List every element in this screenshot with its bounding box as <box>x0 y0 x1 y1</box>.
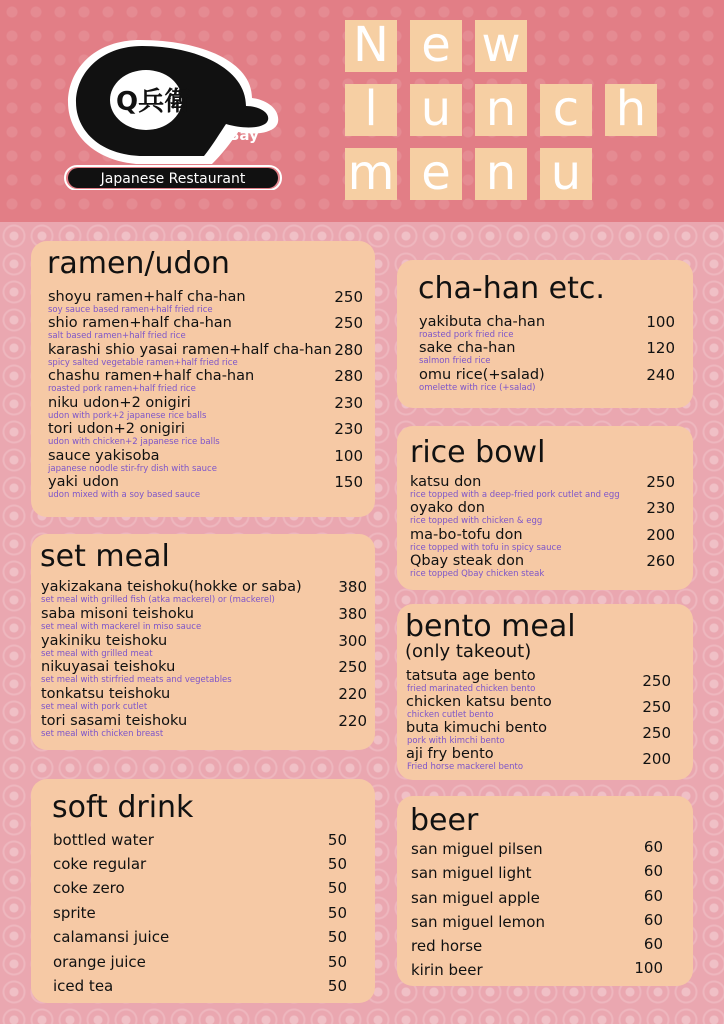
section-title: soft drink <box>52 790 194 825</box>
item-description: japanese noodle stir-fry dish with sauce <box>48 464 217 474</box>
item-name: ma-bo-tofu don <box>410 527 523 543</box>
item-description: rice topped with chicken & egg <box>410 516 543 526</box>
item-description: rice topped with tofu in spicy sauce <box>410 543 562 553</box>
title-letter: e <box>410 20 462 72</box>
item-name: calamansi juice <box>53 928 170 946</box>
item-price: 250 <box>334 288 363 306</box>
item-description: set meal with mackerel in miso sauce <box>41 622 202 632</box>
item-price: 60 <box>643 935 663 953</box>
item-name: tori udon+2 onigiri <box>48 421 185 437</box>
item-description: set meal with stirfried meats and vegetables <box>41 675 232 685</box>
item-price: 250 <box>646 473 675 491</box>
item-price: 250 <box>642 698 671 716</box>
title-letter: n <box>475 148 527 200</box>
item-name: san miguel apple <box>411 889 540 907</box>
item-name: katsu don <box>410 474 482 490</box>
chahan-section <box>397 260 693 408</box>
item-description: set meal with grilled fish (atka mackerel) or (mackerel) <box>41 595 275 605</box>
item-name: shio ramen+half cha-han <box>48 315 232 331</box>
item-price: 300 <box>338 632 367 650</box>
title-letter: u <box>540 148 592 200</box>
item-description: salmon fried rice <box>419 356 491 366</box>
item-name: tonkatsu teishoku <box>41 686 171 702</box>
item-description: udon with pork+2 japanese rice balls <box>48 411 207 421</box>
logo-tagline: Japanese Restaurant <box>100 171 246 187</box>
item-price: 60 <box>643 862 663 880</box>
rice-bowl-section <box>397 426 693 590</box>
item-price: 230 <box>334 394 363 412</box>
item-name: yakibuta cha-han <box>419 314 546 330</box>
title-letter: m <box>345 148 397 200</box>
item-name: niku udon+2 onigiri <box>48 395 191 411</box>
bento-meal-section <box>397 604 693 780</box>
item-description: chicken cutlet bento <box>407 710 494 720</box>
item-description: fried marinated chicken bento <box>407 684 536 694</box>
item-price: 250 <box>642 724 671 742</box>
item-name: coke regular <box>53 855 147 873</box>
soft-drink-section <box>31 779 375 1003</box>
section-title: cha-han etc. <box>418 271 605 306</box>
item-price: 220 <box>338 685 367 703</box>
item-price: 50 <box>327 904 347 922</box>
item-name: kirin beer <box>411 961 483 979</box>
item-price: 240 <box>646 366 675 384</box>
item-name: san miguel light <box>411 864 532 882</box>
item-name: buta kimuchi bento <box>406 720 547 736</box>
section-subtitle: (only takeout) <box>405 641 532 662</box>
section-title: rice bowl <box>410 435 546 470</box>
item-description: rice topped with a deep-fried pork cutlet and egg <box>410 490 620 500</box>
item-name: omu rice(+salad) <box>419 367 545 383</box>
item-price: 220 <box>338 712 367 730</box>
item-name: sprite <box>53 904 96 922</box>
section-title: set meal <box>40 539 170 574</box>
section-title: beer <box>410 803 479 838</box>
item-name: tori sasami teishoku <box>41 713 188 729</box>
item-name: coke zero <box>53 879 125 897</box>
title-letter: h <box>605 84 657 136</box>
item-price: 50 <box>327 977 347 995</box>
set-meal-section <box>31 534 375 750</box>
item-name: chashu ramen+half cha-han <box>48 368 255 384</box>
item-price: 60 <box>643 887 663 905</box>
item-price: 200 <box>646 526 675 544</box>
item-name: san miguel pilsen <box>411 840 543 858</box>
item-description: udon with chicken+2 japanese rice balls <box>48 437 220 447</box>
item-name: yakizakana teishoku(hokke or saba) <box>41 579 302 595</box>
item-description: rice topped Qbay chicken steak <box>410 569 545 579</box>
item-price: 100 <box>334 447 363 465</box>
item-price: 60 <box>643 838 663 856</box>
item-price: 60 <box>643 911 663 929</box>
title-letter: c <box>540 84 592 136</box>
title-letter: l <box>345 84 397 136</box>
item-price: 200 <box>642 750 671 768</box>
item-price: 50 <box>327 879 347 897</box>
item-price: 280 <box>334 341 363 359</box>
item-price: 230 <box>334 420 363 438</box>
item-description: pork with kimchi bento <box>407 736 505 746</box>
ramen-udon-section <box>31 241 375 517</box>
item-price: 150 <box>334 473 363 491</box>
item-name: Qbay steak don <box>410 553 525 569</box>
item-description: udon mixed with a soy based sauce <box>48 490 201 500</box>
title-letter: w <box>475 20 527 72</box>
section-title: ramen/udon <box>47 246 230 281</box>
item-description: roasted pork ramen+half fried rice <box>48 384 196 394</box>
item-name: chicken katsu bento <box>406 694 552 710</box>
logo-graphic <box>62 32 284 190</box>
item-name: sauce yakisoba <box>48 448 160 464</box>
item-description: omelette with rice (+salad) <box>419 383 536 393</box>
item-name: red horse <box>411 937 483 955</box>
item-name: tatsuta age bento <box>406 668 536 684</box>
item-description: salt based ramen+half fried rice <box>48 331 186 341</box>
item-description: spicy salted vegetable ramen+half fried rice <box>48 358 238 368</box>
item-price: 120 <box>646 339 675 357</box>
item-name: orange juice <box>53 953 146 971</box>
item-name: nikuyasai teishoku <box>41 659 176 675</box>
item-price: 260 <box>646 552 675 570</box>
title-letter: u <box>410 84 462 136</box>
restaurant-logo <box>62 32 284 190</box>
item-price: 50 <box>327 855 347 873</box>
item-description: set meal with grilled meat <box>41 649 153 659</box>
item-price: 50 <box>327 831 347 849</box>
item-price: 380 <box>338 578 367 596</box>
item-price: 100 <box>634 959 663 977</box>
beer-section <box>397 796 693 986</box>
logo-brand: Q兵衛 <box>116 87 191 117</box>
item-name: bottled water <box>53 831 154 849</box>
item-name: oyako don <box>410 500 485 516</box>
item-name: iced tea <box>53 977 114 995</box>
title-letter: n <box>475 84 527 136</box>
logo-sub: Bay <box>228 126 259 144</box>
item-price: 230 <box>646 499 675 517</box>
item-name: yaki udon <box>48 474 119 490</box>
item-name: yakiniku teishoku <box>41 633 168 649</box>
item-name: aji fry bento <box>406 746 494 762</box>
item-price: 280 <box>334 367 363 385</box>
section-title: bento meal <box>405 609 576 644</box>
item-price: 50 <box>327 928 347 946</box>
item-price: 380 <box>338 605 367 623</box>
item-name: karashi shio yasai ramen+half cha-han <box>48 342 332 358</box>
item-price: 250 <box>338 658 367 676</box>
item-price: 250 <box>334 314 363 332</box>
item-name: san miguel lemon <box>411 913 545 931</box>
item-description: set meal with chicken breast <box>41 729 164 739</box>
item-description: soy sauce based ramen+half fried rice <box>48 305 213 315</box>
item-name: saba misoni teishoku <box>41 606 194 622</box>
item-price: 50 <box>327 953 347 971</box>
item-description: set meal with pork cutlet <box>41 702 148 712</box>
title-letter: e <box>410 148 462 200</box>
item-price: 100 <box>646 313 675 331</box>
title-letter: N <box>345 20 397 72</box>
item-name: shoyu ramen+half cha-han <box>48 289 246 305</box>
item-description: Fried horse mackerel bento <box>407 762 524 772</box>
item-name: sake cha-han <box>419 340 516 356</box>
item-price: 250 <box>642 672 671 690</box>
item-description: roasted pork fried rice <box>419 330 514 340</box>
